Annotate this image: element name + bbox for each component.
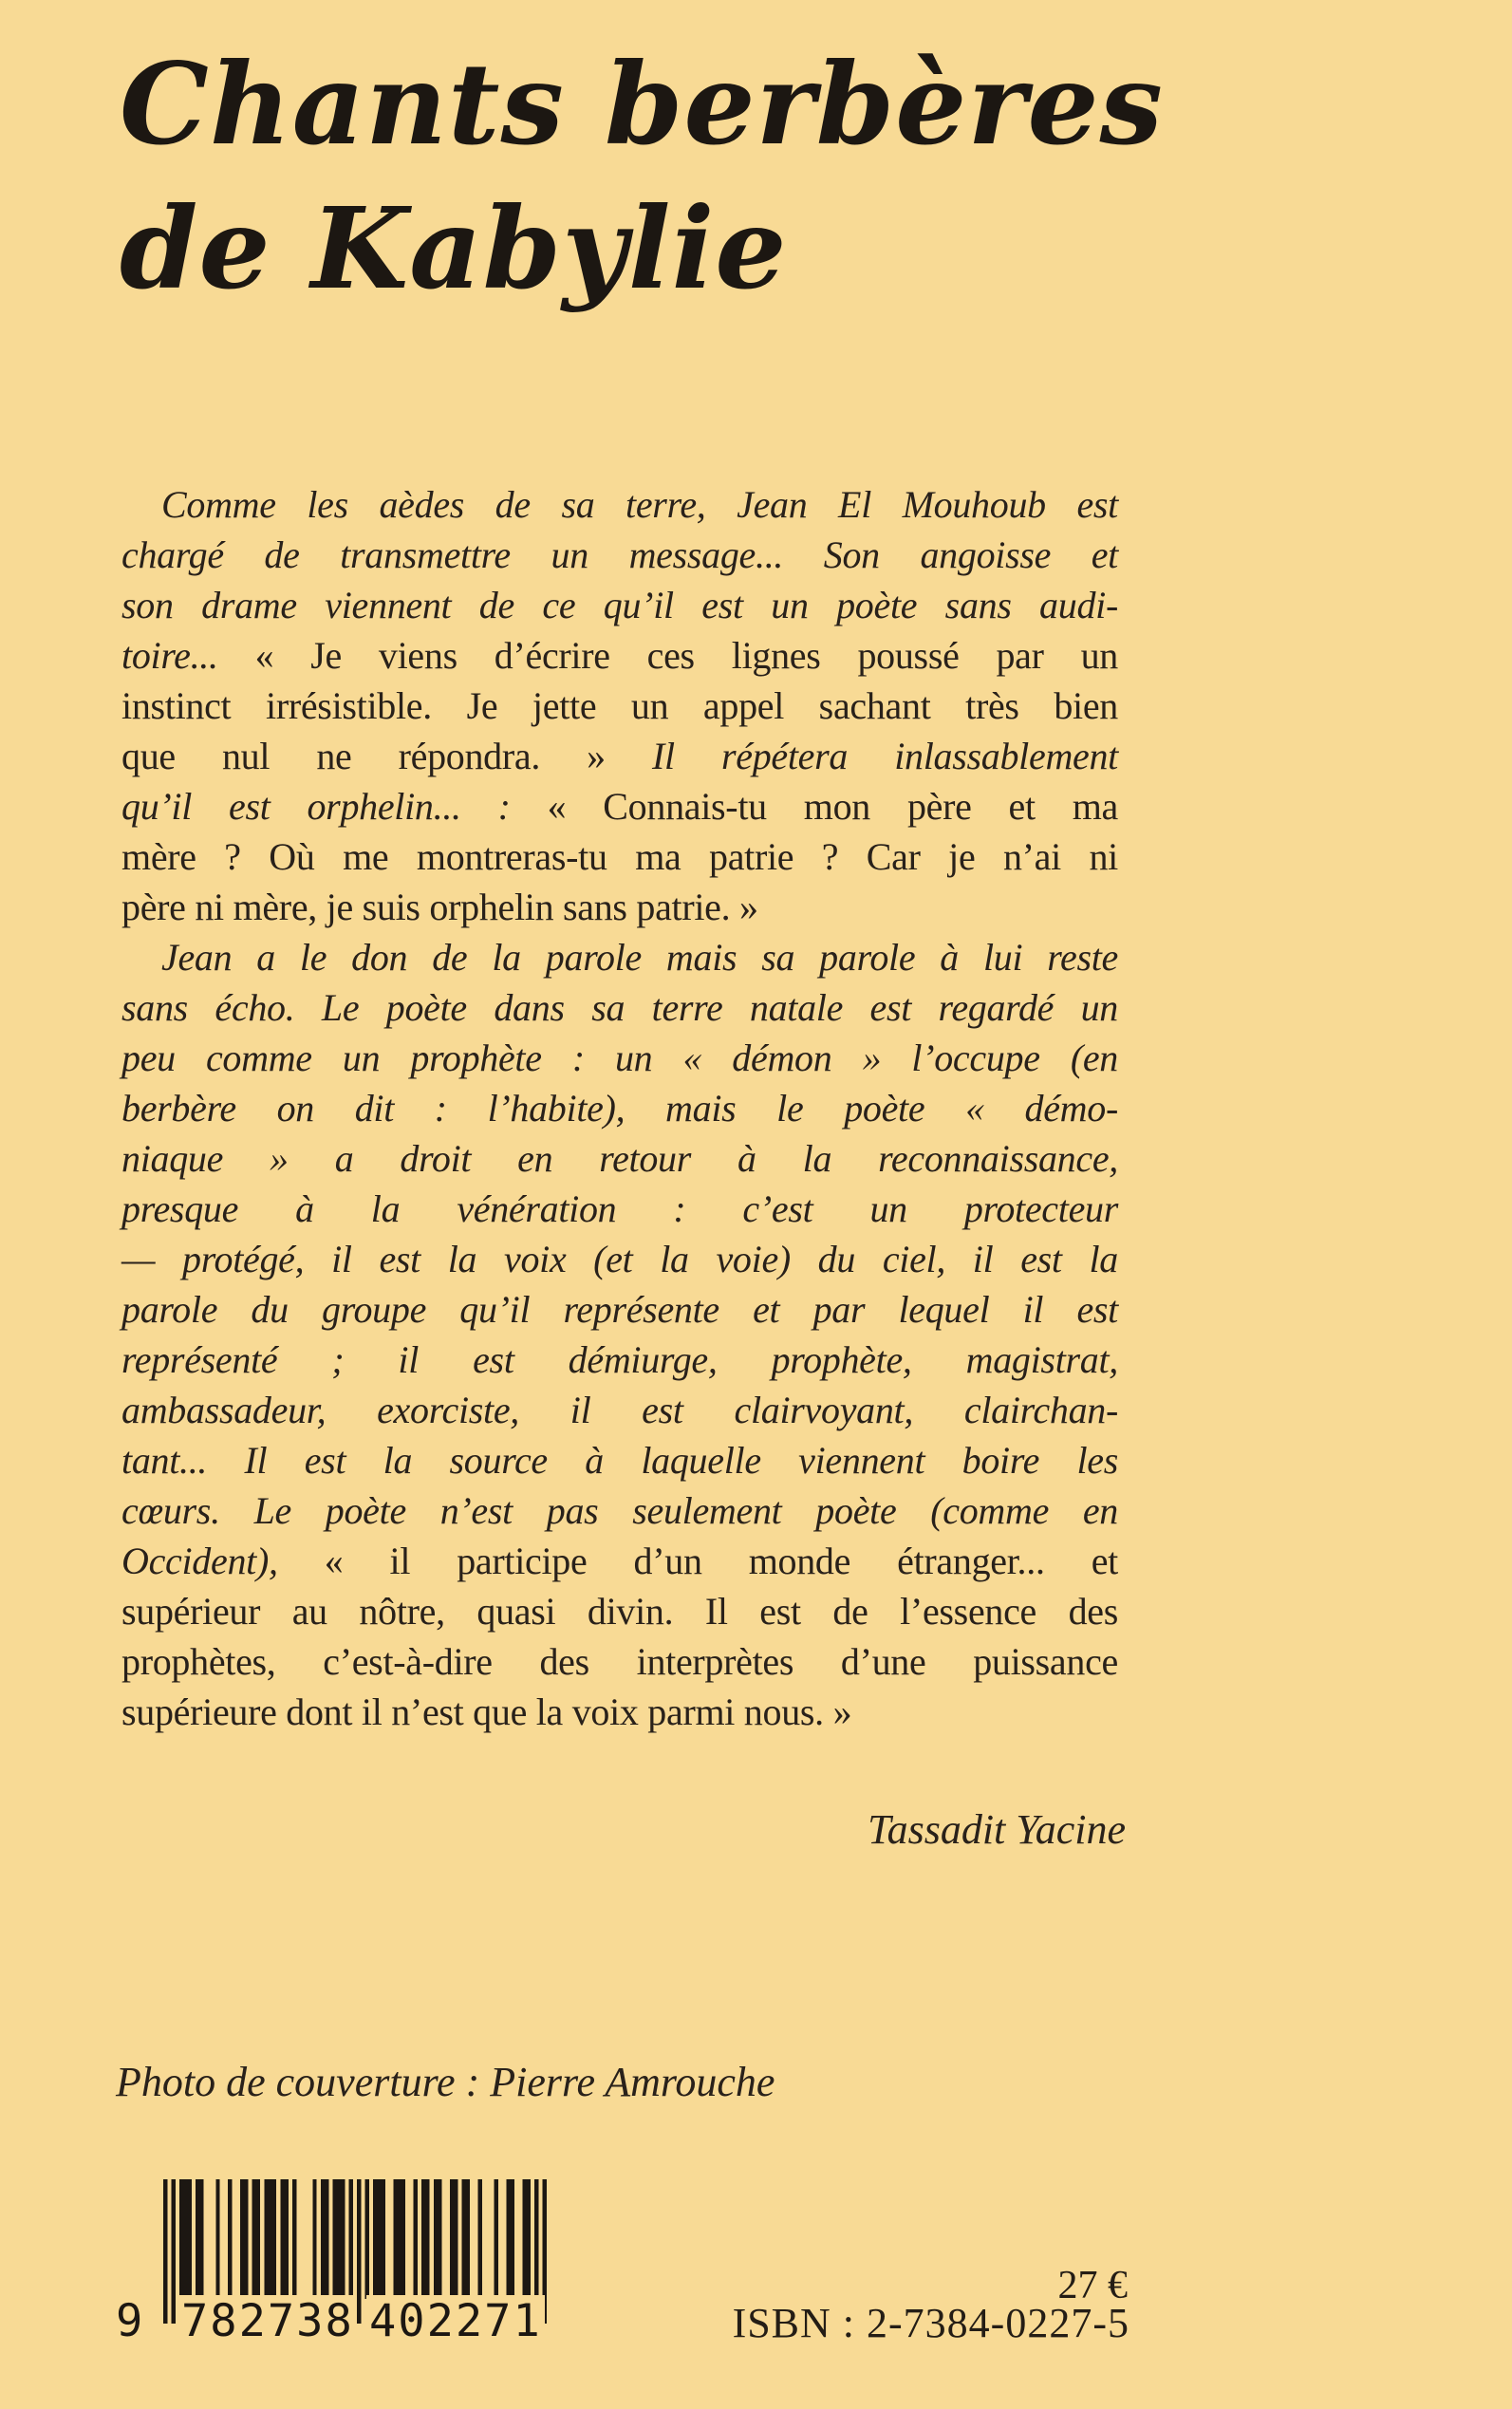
blurb-line	[121, 1586, 1118, 1636]
barcode-digits-right: 402271	[366, 2295, 545, 2347]
barcode-digits-left: 782738	[178, 2295, 357, 2347]
blurb-segment-italic: — protégé, il est la voix (et la voie) du ciel, il est la	[121, 1238, 1118, 1280]
price: 27 €	[1057, 2264, 1128, 2307]
blurb-line	[121, 1536, 1118, 1586]
blurb-line	[121, 1033, 1118, 1083]
blurb-segment-roman: prophètes, c’est-à-dire des interprètes d’une puissance	[121, 1640, 1118, 1683]
photo-credit: Photo de couverture : Pierre Amrouche	[116, 2059, 775, 2105]
signature-author: Tassadit Yacine	[868, 1806, 1126, 1853]
barcode-digit-first: 9	[116, 2295, 143, 2347]
title-line-2: de Kabylie	[120, 182, 788, 314]
blurb-segment-italic: Occident),	[121, 1540, 325, 1582]
blurb-line	[121, 1435, 1118, 1485]
blurb-segment-italic: niaque » a droit en retour à la reconnaissance,	[121, 1137, 1118, 1180]
blurb-line	[121, 831, 1118, 882]
blurb-line	[121, 932, 1118, 982]
blurb-line	[121, 731, 1118, 781]
blurb-segment-italic: représenté ; il est démiurge, prophète, magistrat,	[121, 1338, 1118, 1381]
blurb-line	[121, 630, 1118, 681]
blurb-line	[121, 580, 1118, 630]
blurb-line	[121, 530, 1118, 580]
blurb-segment-italic: toire...	[121, 634, 255, 677]
blurb-segment-roman: « Connais-tu mon père et ma	[547, 785, 1118, 828]
blurb-line	[121, 1687, 1118, 1737]
blurb-line	[121, 681, 1118, 731]
blurb-segment-italic: qu’il est orphelin... :	[121, 785, 548, 828]
blurb-segment-italic: son drame viennent de ce qu’il est un poète sans audi-	[121, 584, 1118, 626]
blurb-line	[121, 1234, 1118, 1284]
blurb-segment-italic: Il répétera inlassablement	[652, 735, 1118, 777]
blurb-segment-roman: instinct irrésistible. Je jette un appel sachant très bien	[121, 684, 1118, 727]
blurb-line	[121, 1485, 1118, 1536]
blurb-segment-italic: chargé de transmettre un message... Son angoisse et	[121, 533, 1118, 576]
blurb-line	[121, 982, 1118, 1033]
blurb-segment-roman: que nul ne répondra. »	[121, 735, 653, 777]
blurb-segment-italic: Jean a le don de la parole mais sa parole à lui reste	[161, 936, 1118, 979]
blurb-line	[121, 1636, 1118, 1687]
blurb-segment-italic: peu comme un prophète : un « démon » l’occupe (en	[121, 1036, 1118, 1079]
blurb-segment-roman: mère ? Où me montreras-tu ma patrie ? Car je n’ai ni	[121, 835, 1118, 878]
blurb-line	[121, 1335, 1118, 1385]
blurb-segment-roman: père ni mère, je suis orphelin sans patrie. »	[121, 886, 758, 928]
blurb-line	[121, 479, 1118, 530]
blurb-segment-italic: parole du groupe qu’il représente et par lequel il est	[121, 1288, 1118, 1331]
blurb-segment-italic: berbère on dit : l’habite), mais le poète « démo-	[121, 1087, 1118, 1130]
blurb-line	[121, 882, 1118, 932]
blurb-segment-italic: cœurs. Le poète n’est pas seulement poète (comme en	[121, 1489, 1118, 1532]
blurb-segment-roman: « il participe d’un monde étranger... et	[324, 1540, 1118, 1582]
blurb-line	[121, 1385, 1118, 1435]
ean13-barcode	[116, 2179, 547, 2347]
blurb-segment-roman: supérieure dont il n’est que la voix parmi nous. »	[121, 1690, 852, 1733]
blurb-line	[121, 781, 1118, 831]
blurb-segment-italic: presque à la vénération : c’est un protecteur	[121, 1187, 1118, 1230]
blurb-segment-italic: tant... Il est la source à laquelle viennent boire les	[121, 1439, 1118, 1482]
blurb-segment-italic: ambassadeur, exorciste, il est clairvoyant, clairchan-	[121, 1389, 1118, 1431]
blurb-segment-italic: Comme les aèdes de sa terre, Jean El Mouhoub est	[161, 483, 1118, 526]
blurb-line	[121, 1284, 1118, 1335]
blurb-text	[121, 479, 1118, 1737]
blurb-line	[121, 1083, 1118, 1133]
blurb-line	[121, 1184, 1118, 1234]
blurb-segment-roman: « Je viens d’écrire ces lignes poussé par un	[254, 634, 1118, 677]
isbn: ISBN : 2-7384-0227-5	[732, 2300, 1129, 2346]
title-line-1: Chants berbères	[120, 38, 1164, 170]
blurb-segment-roman: supérieur au nôtre, quasi divin. Il est de l’essence des	[121, 1590, 1118, 1633]
blurb-line	[121, 1133, 1118, 1184]
blurb-segment-italic: sans écho. Le poète dans sa terre natale est regardé un	[121, 986, 1118, 1029]
book-title	[120, 32, 1164, 321]
